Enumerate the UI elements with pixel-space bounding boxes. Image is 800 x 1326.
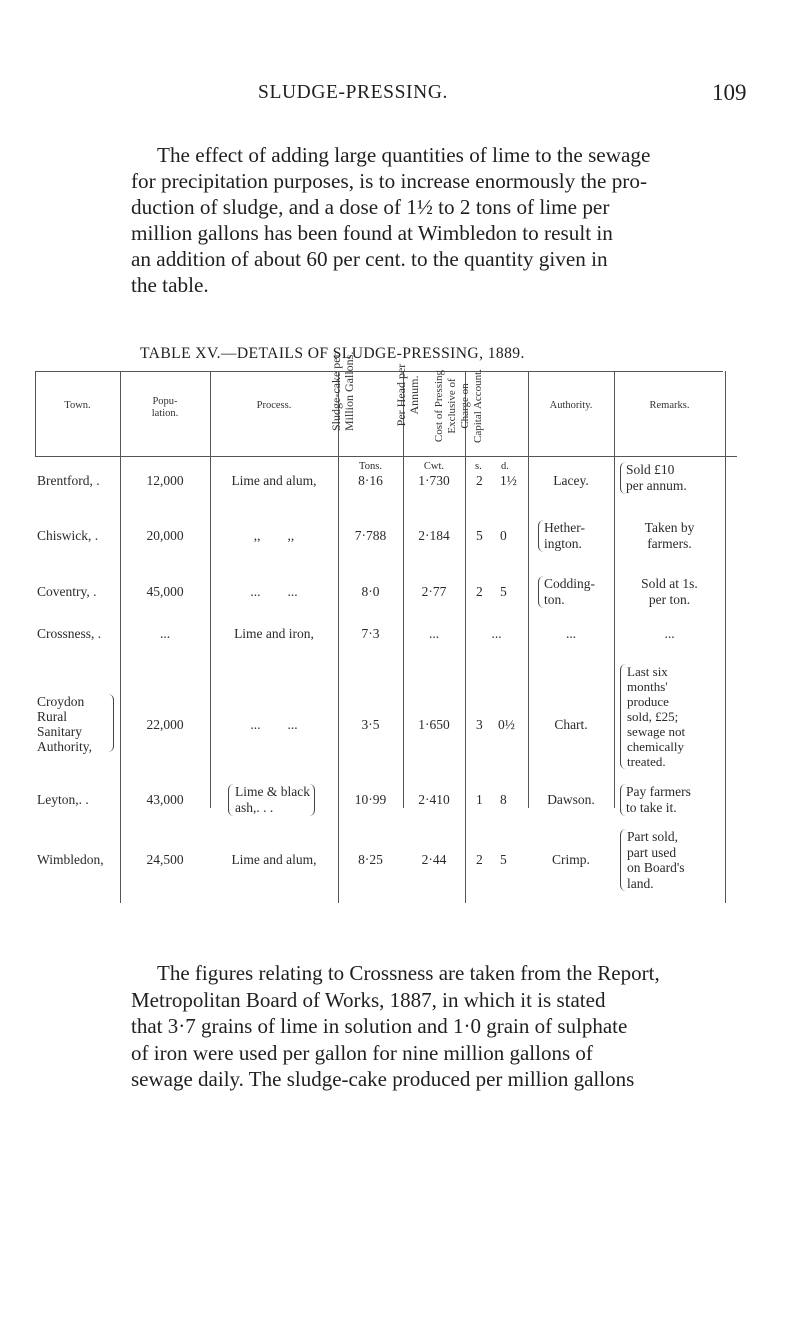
cell-town: Brentford, . [37,473,100,488]
cell-sludge: 3·5 [361,717,380,732]
text-line: for precipitation purposes, is to increase enormously the pro- [131,169,648,193]
authority-line: ington. [544,536,582,551]
cell-shillings: 1 [476,792,483,807]
column-rule [528,371,529,808]
remark-line: per ton. [648,592,691,607]
cell-authority: Crimp. [552,852,590,867]
cell-process: ... ... [250,717,298,732]
authority-line: Hether- [544,520,585,535]
text-line: the table. [131,273,209,297]
cell-per-head: 2·77 [421,584,447,599]
cell-population: 45,000 [146,584,184,599]
cell-pence: 8 [500,792,507,807]
town-line: Authority, [37,739,92,754]
unit-pence: d. [501,461,509,472]
remark-line: to take it. [626,800,677,815]
cell-sludge: 8·0 [361,584,380,599]
cell-per-head: 2·410 [418,792,450,807]
text-line: duction of sludge, and a dose of 1½ to 2 tons of lime per [131,195,610,219]
header-line: Capital Account. [472,369,484,443]
cell-remarks [620,664,685,769]
cell-pence: 5 [500,852,507,867]
cell-authority: ... [565,626,577,641]
cell-population: 22,000 [146,717,184,732]
cell-population: 20,000 [146,528,184,543]
header-cost [433,366,489,446]
header-authority: Authority. [549,400,593,411]
table-top-rule [35,371,723,372]
cell-population: 24,500 [146,852,184,867]
closing-paragraph [131,960,731,1093]
cell-per-head: 1·730 [418,473,450,488]
header-line: Annum. [407,375,421,415]
town-line: Croydon [37,694,85,709]
cell-sludge: 7·788 [354,528,387,543]
remark-line: land. [627,875,654,891]
remark-line: Sold £10 [626,462,675,477]
cell-shillings: 5 [476,528,483,543]
remark-line: Sold at 1s. [641,576,698,591]
header-rule [35,456,737,457]
column-rule [120,808,121,903]
remark-line: per annum. [626,478,687,493]
cell-remarks [620,829,685,891]
header-line: Sludge-cake per [329,353,343,431]
cell-pence: 1½ [500,473,517,488]
cell-shillings: 3 [476,717,483,732]
process-line: ash,. . . [235,800,274,815]
text-line: Metropolitan Board of Works, 1887, in which it is stated [131,987,606,1012]
unit-cwt: Cwt. [423,461,445,472]
brace-right [107,694,114,752]
cell-process: Lime and iron, [234,626,314,641]
cell-authority: Lacey. [553,473,589,488]
cell-population: 43,000 [146,792,184,807]
cell-shillings: 2 [476,852,483,867]
cell-sludge: 10·99 [354,792,387,807]
cell-remarks [614,576,725,608]
column-rule [338,808,339,903]
cell-process: ,, ,, [253,528,295,543]
text-line: million gallons has been found at Wimbledon to result in [131,221,613,245]
cell-remarks [620,462,687,494]
header-per-head [395,359,425,431]
town-line: Rural [37,709,67,724]
cell-cost: ... [491,626,502,641]
cell-sludge: 7·3 [361,626,380,641]
header-town: Town. [64,400,91,411]
cell-per-head: ... [428,626,440,641]
cell-town [37,694,92,754]
header-line: Cost of Pressing [433,369,445,443]
process-line: Lime & black [235,784,310,799]
header-remarks: Remarks. [649,400,690,411]
cell-per-head: 2·184 [418,528,450,543]
column-rule [35,371,36,457]
remark-line: farmers. [647,536,692,551]
header-line: Per Head per [394,363,408,427]
cell-pence: 0½ [498,717,515,732]
remark-line: part used [627,844,677,860]
remark-line: Part sold, [627,829,679,844]
text-line: The effect of adding large quantities of lime to the sewage [157,143,651,167]
cell-sludge: 8·16 [358,473,383,488]
column-rule [465,808,466,903]
header-sludge-cake [329,351,360,431]
cell-town: Leyton,. . [37,792,89,807]
cell-authority: Dawson. [547,792,595,807]
cell-population: ... [159,626,171,641]
header-population: Popu- lation. [151,396,179,419]
cell-remarks [614,520,725,552]
column-rule [725,371,726,808]
cell-shillings: 2 [476,584,483,599]
cell-town: Crossness, . [37,626,102,641]
cell-population: 12,000 [146,473,184,488]
cell-authority [538,520,585,552]
remark-line: Pay farmers [626,784,691,799]
cell-process: ... ... [250,584,298,599]
cell-process: Lime and alum, [231,473,317,488]
cell-sludge: 8·25 [358,852,383,867]
header-line: Million Gallons. [342,351,356,431]
unit-tons: Tons. [359,461,382,472]
text-line: of iron were used per gallon for nine million gallons of [131,1040,593,1065]
authority-line: ton. [544,592,565,607]
header-line: Charge on [459,383,471,429]
header-process: Process. [256,400,292,411]
remark-line: chemically [627,739,685,754]
remark-line: sold, £25; [627,709,679,724]
cell-town: Chiswick, . [37,528,99,543]
cell-per-head: 1·650 [418,717,450,732]
sludge-pressing-table [33,0,773,1326]
column-rule [725,808,726,903]
remark-line: Taken by [644,520,695,535]
unit-shillings: s. [475,461,482,472]
remark-line: treated. [627,754,666,769]
cell-shillings: 2 [476,473,483,488]
cell-remarks [620,784,691,816]
page-number: 109 [712,80,747,105]
authority-line: Codding- [544,576,596,591]
text-line: The figures relating to Crossness are taken from the Report, [157,961,660,985]
remark-line: on Board's [627,860,685,875]
table-title: TABLE XV.—DETAILS OF SLUDGE-PRESSING, 1889. [140,345,525,362]
cell-authority: Chart. [554,717,588,732]
text-line: an addition of about 60 per cent. to the quantity given in [131,247,608,271]
remark-line: Last six [627,664,668,679]
remark-line: sewage not [627,724,686,739]
cell-per-head: 2·44 [421,852,447,867]
cell-pence: 0 [500,528,507,543]
cell-process [228,784,315,816]
cell-authority [538,576,595,608]
cell-process: Lime and alum, [231,852,317,867]
header-line: Exclusive of [446,378,458,434]
cell-pence: 5 [500,584,507,599]
town-line: Sanitary [37,724,82,739]
running-head: SLUDGE-PRESSING. [258,82,448,103]
cell-town: Coventry, . [37,584,97,599]
cell-town: Wimbledon, [37,852,104,867]
text-line: that 3·7 grains of lime in solution and 1·0 grain of sulphate [131,1014,628,1038]
remark-line: months' [627,679,668,694]
text-line: sewage daily. The sludge-cake produced per million gallons [131,1067,635,1091]
cell-remarks: ... [664,626,675,641]
remark-line: produce [627,694,669,709]
